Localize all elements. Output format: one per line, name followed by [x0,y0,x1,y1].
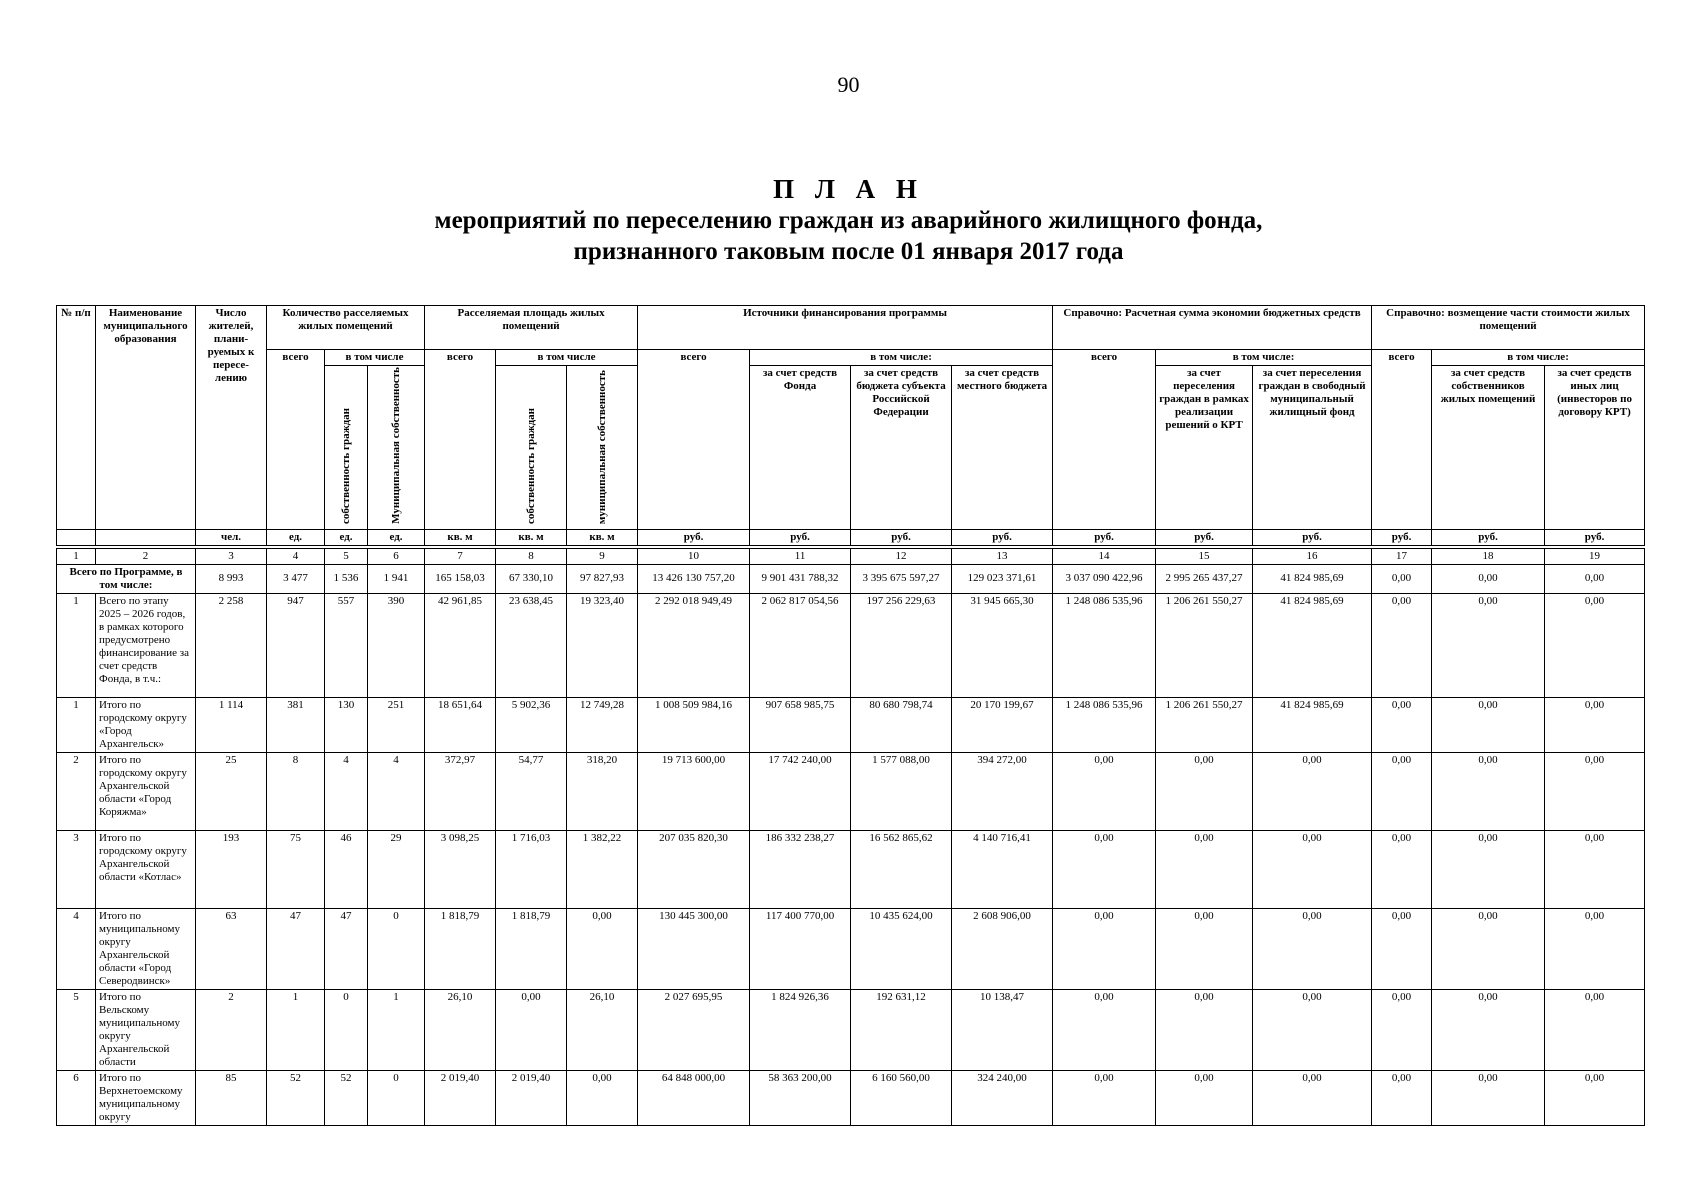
header-count-municipal: Муниципальная собственность [368,366,425,530]
row-cell: 0,00 [1253,752,1372,830]
header-count-citizens: собственность граждан [325,366,368,530]
total-cell: 13 426 130 757,20 [638,564,750,593]
row-cell: 318,20 [567,752,638,830]
row-cell: 0,00 [1432,1070,1545,1125]
row-number: 1 [57,697,96,752]
row-cell: 52 [325,1070,368,1125]
total-cell: 165 158,03 [425,564,496,593]
row-cell: 1 [368,989,425,1070]
row-cell: 25 [196,752,267,830]
row-cell: 0,00 [1156,830,1253,908]
row-number: 5 [57,989,96,1070]
row-cell: 372,97 [425,752,496,830]
total-cell: 97 827,93 [567,564,638,593]
unit-cell: кв. м [425,529,496,545]
row-cell: 1 818,79 [496,908,567,989]
row-cell: 0,00 [496,989,567,1070]
header-compensation-group: Справочно: возмещение части стоимости жилых помещений [1372,306,1645,350]
row-cell: 1 [267,989,325,1070]
header-fund: за счет средств Фонда [750,366,851,530]
row-cell: 0,00 [1156,1070,1253,1125]
header-owners: за счет средств собственников жилых помещений [1432,366,1545,530]
column-number-cell: 13 [952,548,1053,564]
row-cell: 47 [325,908,368,989]
row-cell: 0,00 [1432,593,1545,697]
unit-cell: ед. [325,529,368,545]
row-cell: 381 [267,697,325,752]
row-cell: 0,00 [1053,752,1156,830]
row-cell: 58 363 200,00 [750,1070,851,1125]
row-name: Всего по этапу 2025 – 2026 годов, в рамках которого предусмотрено финансирование за счет средств Фонда, в т.ч.: [96,593,196,697]
row-cell: 0,00 [1545,593,1645,697]
unit-cell: руб. [1053,529,1156,545]
row-cell: 2 292 018 949,49 [638,593,750,697]
page-number: 90 [837,72,860,97]
row-cell: 117 400 770,00 [750,908,851,989]
row-cell: 6 160 560,00 [851,1070,952,1125]
header-finance-group: Источники финансирования программы [638,306,1053,350]
title-line-3: признанного таковым после 01 января 2017 года [573,238,1124,265]
row-cell: 23 638,45 [496,593,567,697]
row-cell: 26,10 [425,989,496,1070]
row-cell: 251 [368,697,425,752]
total-cell: 3 395 675 597,27 [851,564,952,593]
row-cell: 0,00 [1053,908,1156,989]
table-row [57,989,1645,1070]
row-cell: 1 818,79 [425,908,496,989]
header-investors: за счет средств иных лиц (инвесторов по договору КРТ) [1545,366,1645,530]
header-residents: Число жителей, плани-руемых к пересе-лению [196,306,267,530]
header-krt: за счет переселения граждан в рамках реализации решений о КРТ [1156,366,1253,530]
row-cell: 0,00 [1372,989,1432,1070]
header-economy-including: в том числе: [1156,350,1372,366]
header-area-municipal: муниципальная собственность [567,366,638,530]
row-cell: 20 170 199,67 [952,697,1053,752]
row-cell: 0,00 [1253,908,1372,989]
row-cell: 10 435 624,00 [851,908,952,989]
row-cell: 10 138,47 [952,989,1053,1070]
column-number-cell: 8 [496,548,567,564]
column-number-cell: 17 [1372,548,1432,564]
column-number-cell: 2 [96,548,196,564]
row-cell: 130 [325,697,368,752]
row-cell: 907 658 985,75 [750,697,851,752]
row-cell: 16 562 865,62 [851,830,952,908]
column-number-cell: 9 [567,548,638,564]
row-cell: 0,00 [567,1070,638,1125]
row-cell: 324 240,00 [952,1070,1053,1125]
row-number: 4 [57,908,96,989]
row-cell: 0,00 [1545,989,1645,1070]
row-number: 2 [57,752,96,830]
row-cell: 1 248 086 535,96 [1053,697,1156,752]
header-compensation-including: в том числе: [1432,350,1645,366]
row-cell: 5 902,36 [496,697,567,752]
row-cell: 1 114 [196,697,267,752]
row-cell: 46 [325,830,368,908]
column-number-cell: 11 [750,548,851,564]
row-cell: 42 961,85 [425,593,496,697]
row-cell: 0,00 [1253,1070,1372,1125]
row-cell: 18 651,64 [425,697,496,752]
plan-table [56,305,1645,1126]
row-cell: 63 [196,908,267,989]
row-cell: 0,00 [1545,697,1645,752]
row-cell: 0,00 [1053,1070,1156,1125]
units-row [57,529,1645,545]
column-number-cell: 10 [638,548,750,564]
row-cell: 19 713 600,00 [638,752,750,830]
row-cell: 390 [368,593,425,697]
document-title [0,174,1697,267]
total-cell: 1 536 [325,564,368,593]
row-cell: 0,00 [1372,830,1432,908]
table-row [57,1070,1645,1125]
unit-cell: руб. [1432,529,1545,545]
unit-cell: ед. [368,529,425,545]
row-cell: 2 608 906,00 [952,908,1053,989]
total-cell: 0,00 [1432,564,1545,593]
column-number-cell: 15 [1156,548,1253,564]
unit-cell: руб. [1156,529,1253,545]
row-cell: 8 [267,752,325,830]
row-cell: 1 206 261 550,27 [1156,697,1253,752]
header-count-total: всего [267,350,325,530]
unit-cell: кв. м [567,529,638,545]
column-number-cell: 5 [325,548,368,564]
column-number-cell: 6 [368,548,425,564]
row-cell: 193 [196,830,267,908]
row-number: 1 [57,593,96,697]
total-cell: 2 995 265 437,27 [1156,564,1253,593]
row-cell: 0,00 [1372,752,1432,830]
table-row [57,697,1645,752]
row-cell: 2 062 817 054,56 [750,593,851,697]
row-cell: 0,00 [1545,752,1645,830]
unit-cell: руб. [952,529,1053,545]
unit-cell: кв. м [496,529,567,545]
column-number-cell: 3 [196,548,267,564]
row-cell: 64 848 000,00 [638,1070,750,1125]
row-cell: 12 749,28 [567,697,638,752]
column-number-cell: 4 [267,548,325,564]
row-cell: 31 945 665,30 [952,593,1053,697]
total-cell: 67 330,10 [496,564,567,593]
row-cell: 207 035 820,30 [638,830,750,908]
row-cell: 0,00 [1372,908,1432,989]
header-compensation-total: всего [1372,350,1432,530]
row-cell: 0,00 [1432,908,1545,989]
table-row [57,830,1645,908]
table-row [57,593,1645,697]
column-number-cell: 16 [1253,548,1372,564]
total-cell: 3 037 090 422,96 [1053,564,1156,593]
row-cell: 1 248 086 535,96 [1053,593,1156,697]
row-cell: 0,00 [1432,830,1545,908]
row-cell: 2 258 [196,593,267,697]
column-numbers-row [57,548,1645,564]
row-cell: 19 323,40 [567,593,638,697]
header-area-group: Расселяемая площадь жилых помещений [425,306,638,350]
header-area-total: всего [425,350,496,530]
total-cell: 9 901 431 788,32 [750,564,851,593]
row-cell: 2 027 695,95 [638,989,750,1070]
row-cell: 0,00 [1053,830,1156,908]
row-cell: 0,00 [1253,830,1372,908]
row-cell: 0,00 [1372,593,1432,697]
row-cell: 0,00 [1432,752,1545,830]
row-cell: 0,00 [1156,908,1253,989]
title-plan: П Л А Н [773,174,924,204]
row-name: Итого по городскому округу Архангельской области «Котлас» [96,830,196,908]
row-cell: 192 631,12 [851,989,952,1070]
row-cell: 0,00 [1372,1070,1432,1125]
row-cell: 0,00 [1253,989,1372,1070]
header-finance-total: всего [638,350,750,530]
row-cell: 2 019,40 [496,1070,567,1125]
row-cell: 197 256 229,63 [851,593,952,697]
row-cell: 41 824 985,69 [1253,593,1372,697]
row-name: Итого по Вельскому муниципальному округу Архангельской области [96,989,196,1070]
row-cell: 0,00 [1053,989,1156,1070]
row-cell: 0,00 [1545,830,1645,908]
row-cell: 557 [325,593,368,697]
row-cell: 186 332 238,27 [750,830,851,908]
header-finance-including: в том числе: [750,350,1053,366]
total-cell: 129 023 371,61 [952,564,1053,593]
total-cell: 1 941 [368,564,425,593]
unit-cell: руб. [638,529,750,545]
header-local-budget: за счет средств местного бюджета [952,366,1053,530]
row-cell: 41 824 985,69 [1253,697,1372,752]
column-number-cell: 19 [1545,548,1645,564]
row-cell: 130 445 300,00 [638,908,750,989]
unit-cell: чел. [196,529,267,545]
row-cell: 54,77 [496,752,567,830]
table-row [57,752,1645,830]
header-area-including: в том числе [496,350,638,366]
unit-cell: руб. [750,529,851,545]
row-cell: 4 [368,752,425,830]
row-name: Итого по городскому округу «Город Архангельск» [96,697,196,752]
row-cell: 26,10 [567,989,638,1070]
row-cell: 1 577 088,00 [851,752,952,830]
row-cell: 0,00 [1372,697,1432,752]
row-cell: 0 [325,989,368,1070]
header-count-group: Количество расселяемых жилых помещений [267,306,425,350]
row-cell: 0,00 [1432,697,1545,752]
header-free-fund: за счет переселения граждан в свободный муниципальный жилищный фонд [1253,366,1372,530]
row-cell: 29 [368,830,425,908]
unit-cell: руб. [1372,529,1432,545]
header-economy-group: Справочно: Расчетная сумма экономии бюджетных средств [1053,306,1372,350]
row-cell: 47 [267,908,325,989]
row-cell: 1 206 261 550,27 [1156,593,1253,697]
unit-cell: ед. [267,529,325,545]
header-name: Наименование муниципального образования [96,306,196,530]
row-cell: 1 382,22 [567,830,638,908]
column-number-cell: 7 [425,548,496,564]
row-cell: 947 [267,593,325,697]
column-number-cell: 14 [1053,548,1156,564]
header-subject-budget: за счет средств бюджета субъекта Российской Федерации [851,366,952,530]
row-cell: 1 824 926,36 [750,989,851,1070]
header-no: № п/п [57,306,96,530]
row-cell: 4 [325,752,368,830]
total-cell: 0,00 [1372,564,1432,593]
plan-table-body [57,548,1645,1125]
row-cell: 3 098,25 [425,830,496,908]
total-cell: 8 993 [196,564,267,593]
row-name: Итого по Верхнетоемскому муниципальному округу [96,1070,196,1125]
row-cell: 0,00 [1156,752,1253,830]
column-number-cell: 12 [851,548,952,564]
row-cell: 0,00 [1545,908,1645,989]
row-cell: 0,00 [1432,989,1545,1070]
row-cell: 17 742 240,00 [750,752,851,830]
row-cell: 0,00 [567,908,638,989]
title-line-2: мероприятий по переселению граждан из аварийного жилищного фонда, [434,207,1263,234]
row-cell: 394 272,00 [952,752,1053,830]
row-cell: 0 [368,1070,425,1125]
unit-cell: руб. [1545,529,1645,545]
row-cell: 2 019,40 [425,1070,496,1125]
row-name: Итого по муниципальному округу Архангельской области «Город Северодвинск» [96,908,196,989]
row-cell: 0 [368,908,425,989]
row-cell: 2 [196,989,267,1070]
unit-cell: руб. [851,529,952,545]
total-row [57,564,1645,593]
row-cell: 0,00 [1545,1070,1645,1125]
row-cell: 1 716,03 [496,830,567,908]
row-cell: 1 008 509 984,16 [638,697,750,752]
row-cell: 85 [196,1070,267,1125]
row-number: 6 [57,1070,96,1125]
row-number: 3 [57,830,96,908]
header-area-citizens: собственность граждан [496,366,567,530]
total-row-label: Всего по Программе, в том числе: [57,564,196,593]
table-row [57,908,1645,989]
total-cell: 3 477 [267,564,325,593]
column-number-cell: 18 [1432,548,1545,564]
total-cell: 41 824 985,69 [1253,564,1372,593]
row-cell: 80 680 798,74 [851,697,952,752]
row-cell: 52 [267,1070,325,1125]
row-cell: 75 [267,830,325,908]
total-cell: 0,00 [1545,564,1645,593]
header-count-including: в том числе [325,350,425,366]
unit-cell: руб. [1253,529,1372,545]
row-name: Итого по городскому округу Архангельской области «Город Коряжма» [96,752,196,830]
column-number-cell: 1 [57,548,96,564]
header-economy-total: всего [1053,350,1156,530]
row-cell: 0,00 [1156,989,1253,1070]
row-cell: 4 140 716,41 [952,830,1053,908]
